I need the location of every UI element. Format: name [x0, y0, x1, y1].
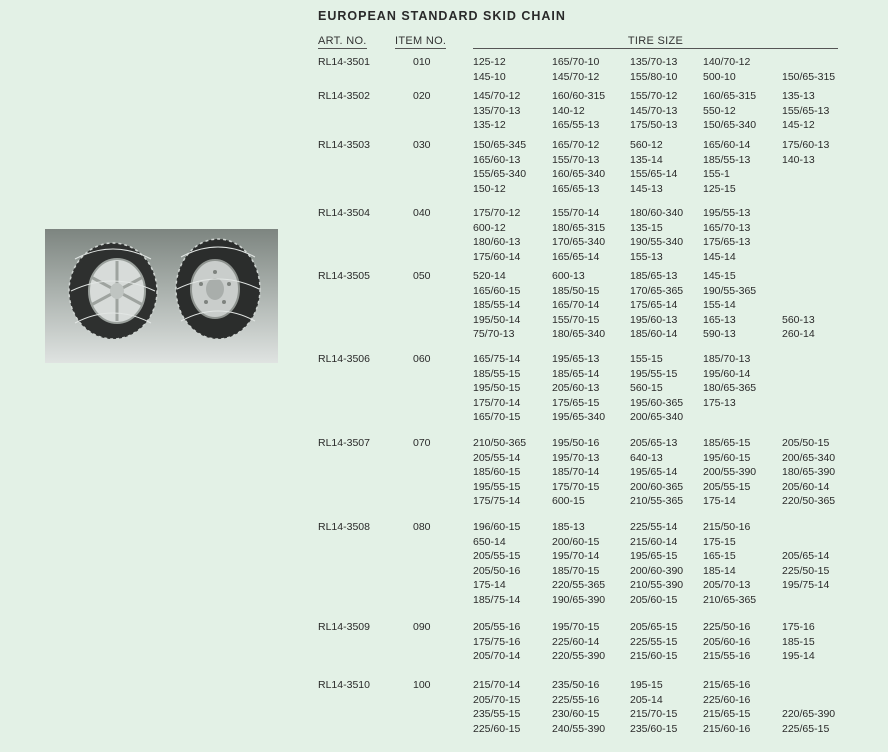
tire-size-cell: 185/50-15 — [552, 284, 600, 297]
tire-size-cell: 200/65-340 — [630, 411, 684, 423]
tire-size-cell: 205/60-13 — [552, 382, 600, 394]
page-title: EUROPEAN STANDARD SKID CHAIN — [318, 9, 566, 23]
tire-size-cell: 205/65-13 — [630, 437, 678, 449]
art-no-cell: RL14-3504 — [318, 207, 370, 219]
tire-size-cell: 145-13 — [630, 182, 663, 195]
tire-size-cell: 175/70-12 — [473, 207, 521, 219]
tire-size-cell: 195/65-13 — [552, 353, 600, 365]
tire-size-cell: 165/70-15 — [473, 411, 521, 423]
tire-size-cell: 155/65-340 — [473, 168, 527, 180]
tire-size-cell: 195/75-14 — [782, 579, 830, 591]
tire-chain-illustration — [45, 229, 278, 363]
item-no-cell: 040 — [413, 207, 431, 219]
tire-size-cell: 190/55-365 — [703, 284, 757, 297]
tire-size-cell: 185/65-15 — [703, 437, 751, 449]
tire-size-cell: 155/80-10 — [630, 70, 678, 83]
tire-size-cell: 175/65-14 — [630, 299, 678, 311]
item-no-cell: 050 — [413, 270, 431, 282]
tire-size-cell: 195/70-13 — [552, 451, 600, 464]
tire-size-cell: 145-15 — [703, 270, 736, 282]
tire-size-cell: 195/55-15 — [473, 480, 521, 493]
tire-size-cell: 210/55-365 — [630, 495, 684, 507]
tire-size-cell: 520-14 — [473, 270, 506, 282]
tire-size-cell: 195/50-16 — [552, 437, 600, 449]
header-art-no: ART. NO. — [318, 35, 367, 47]
tire-size-cell: 175/70-14 — [473, 396, 521, 409]
tire-size-cell: 150/65-315 — [782, 70, 836, 83]
tire-size-cell: 180/65-340 — [552, 328, 606, 340]
tire-size-cell: 205/50-16 — [473, 564, 521, 577]
art-no-cell: RL14-3503 — [318, 139, 370, 151]
tire-size-cell: 215/55-16 — [703, 650, 751, 662]
art-no-cell: RL14-3505 — [318, 270, 370, 282]
tire-size-cell: 175/75-16 — [473, 635, 521, 648]
item-no-cell: 030 — [413, 139, 431, 151]
tire-size-cell: 165-13 — [703, 313, 736, 326]
tire-size-cell: 215/50-16 — [703, 521, 751, 533]
tire-size-cell: 200/60-365 — [630, 480, 684, 493]
tire-size-cell: 190/55-340 — [630, 236, 684, 248]
tire-size-cell: 165/70-14 — [552, 299, 600, 311]
tire-size-cell: 175/50-13 — [630, 119, 678, 131]
tire-size-cell: 225/65-15 — [782, 722, 830, 735]
tire-size-cell: 175-16 — [782, 621, 815, 633]
tire-size-cell: 195/65-15 — [630, 550, 678, 562]
tire-size-cell: 170/65-365 — [630, 284, 684, 297]
art-no-cell: RL14-3507 — [318, 437, 370, 449]
tire-size-cell: 560-12 — [630, 139, 663, 151]
tire-size-cell: 180/65-390 — [782, 466, 836, 478]
tire-size-cell: 205/70-14 — [473, 650, 521, 662]
product-photo-tire-chains — [45, 229, 278, 363]
tire-size-cell: 135-13 — [782, 90, 815, 102]
tire-size-cell: 205/60-14 — [782, 480, 830, 493]
tire-size-cell: 165/65-14 — [552, 250, 600, 263]
tire-size-cell: 235/55-15 — [473, 708, 521, 720]
tire-size-cell: 145-10 — [473, 70, 506, 83]
tire-size-cell: 175-14 — [473, 579, 506, 591]
tire-size-cell: 600-13 — [552, 270, 585, 282]
tire-size-cell: 600-12 — [473, 221, 506, 234]
tire-size-cell: 225/55-16 — [552, 693, 600, 706]
tire-size-cell: 180/60-340 — [630, 207, 684, 219]
tire-size-cell: 195/50-14 — [473, 313, 521, 326]
tire-size-cell: 145/70-13 — [630, 104, 678, 117]
tire-size-cell: 135-15 — [630, 221, 663, 234]
tire-size-cell: 185/60-14 — [630, 328, 678, 340]
tire-size-cell: 500-10 — [703, 70, 736, 83]
tire-size-cell: 200/55-390 — [703, 466, 757, 478]
item-no-cell: 010 — [413, 56, 431, 68]
item-no-cell: 090 — [413, 621, 431, 633]
tire-size-cell: 195/60-13 — [630, 313, 678, 326]
tire-size-cell: 200/60-390 — [630, 564, 684, 577]
tire-size-cell: 165/70-13 — [703, 221, 751, 234]
tire-size-cell: 185/70-15 — [552, 564, 600, 577]
tire-size-cell: 560-13 — [782, 313, 815, 326]
tire-size-cell: 225/50-16 — [703, 621, 751, 633]
tire-size-cell: 200/60-15 — [552, 535, 600, 548]
tire-size-cell: 175/70-15 — [552, 480, 600, 493]
tire-size-cell: 140-13 — [782, 153, 815, 166]
tire-size-cell: 205/65-14 — [782, 550, 830, 562]
tire-size-cell: 155/70-15 — [552, 313, 600, 326]
tire-size-cell: 195/65-340 — [552, 411, 606, 423]
tire-size-cell: 550-12 — [703, 104, 736, 117]
tire-size-cell: 196/60-15 — [473, 521, 521, 533]
tire-size-cell: 225/55-14 — [630, 521, 678, 533]
tire-size-cell: 160/65-315 — [703, 90, 757, 102]
tire-size-cell: 75/70-13 — [473, 328, 515, 340]
tire-size-cell: 125-12 — [473, 56, 506, 68]
tire-size-cell: 205/60-15 — [630, 593, 678, 606]
art-no-cell: RL14-3501 — [318, 56, 370, 68]
tire-size-cell: 215/60-14 — [630, 535, 678, 548]
tire-size-cell: 225/60-15 — [473, 722, 521, 735]
item-no-cell: 060 — [413, 353, 431, 365]
tire-size-cell: 165/70-10 — [552, 56, 600, 68]
art-no-cell: RL14-3510 — [318, 679, 370, 691]
tire-size-cell: 260-14 — [782, 328, 815, 340]
tire-size-cell: 205/55-14 — [473, 451, 521, 464]
item-no-cell: 070 — [413, 437, 431, 449]
tire-size-cell: 230/60-15 — [552, 708, 600, 720]
tire-size-cell: 240/55-390 — [552, 722, 606, 735]
tire-size-cell: 195/60-365 — [630, 396, 684, 409]
tire-size-cell: 195/55-13 — [703, 207, 751, 219]
tire-size-cell: 195/50-15 — [473, 382, 521, 394]
tire-size-cell: 165/60-15 — [473, 284, 521, 297]
tire-size-cell: 590-13 — [703, 328, 736, 340]
header-tire-size: TIRE SIZE — [627, 35, 684, 47]
tire-size-cell: 220/55-365 — [552, 579, 606, 591]
tire-size-cell: 165/65-13 — [552, 182, 600, 195]
tire-size-cell: 155/65-14 — [630, 168, 678, 180]
tire-size-cell: 560-15 — [630, 382, 663, 394]
tire-size-cell: 135-12 — [473, 119, 506, 131]
tire-size-cell: 200/65-340 — [782, 451, 836, 464]
tire-size-cell: 215/70-15 — [630, 708, 678, 720]
tire-size-cell: 225/60-16 — [703, 693, 751, 706]
tire-size-cell: 185/55-13 — [703, 153, 751, 166]
tire-size-cell: 185/65-14 — [552, 367, 600, 380]
tire-size-cell: 210/65-365 — [703, 593, 757, 606]
tire-size-cell: 180/65-365 — [703, 382, 757, 394]
tire-size-cell: 215/70-14 — [473, 679, 521, 691]
tire-size-cell: 205/70-15 — [473, 693, 521, 706]
tire-size-cell: 165/55-13 — [552, 119, 600, 131]
tire-size-cell: 140/70-12 — [703, 56, 751, 68]
tire-size-cell: 175-14 — [703, 495, 736, 507]
tire-size-cell: 145-12 — [782, 119, 815, 131]
tire-size-cell: 195/70-15 — [552, 621, 600, 633]
tire-size-cell: 155/70-13 — [552, 153, 600, 166]
tire-size-cell: 185-15 — [782, 635, 815, 648]
tire-size-cell: 135/70-13 — [630, 56, 678, 68]
tire-size-cell: 180/65-315 — [552, 221, 606, 234]
tire-size-cell: 185/55-14 — [473, 299, 521, 311]
tire-size-cell: 195/55-15 — [630, 367, 678, 380]
tire-size-cell: 205/55-16 — [473, 621, 521, 633]
tire-size-cell: 125-15 — [703, 182, 736, 195]
tire-size-cell: 640-13 — [630, 451, 663, 464]
tire-size-cell: 185/70-14 — [552, 466, 600, 478]
tire-size-cell: 155/70-12 — [630, 90, 678, 102]
tire-size-cell: 210/55-390 — [630, 579, 684, 591]
tire-size-cell: 195/60-14 — [703, 367, 751, 380]
tire-size-cell: 210/50-365 — [473, 437, 527, 449]
tire-size-cell: 155/70-14 — [552, 207, 600, 219]
tire-size-cell: 165/60-14 — [703, 139, 751, 151]
tire-size-cell: 145-14 — [703, 250, 736, 263]
tire-size-cell: 195-14 — [782, 650, 815, 662]
tire-size-cell: 215/60-15 — [630, 650, 678, 662]
tire-size-cell: 225/55-15 — [630, 635, 678, 648]
tire-size-cell: 235/60-15 — [630, 722, 678, 735]
tire-size-cell: 185/75-14 — [473, 593, 521, 606]
tire-size-cell: 650-14 — [473, 535, 506, 548]
tire-size-cell: 170/65-340 — [552, 236, 606, 248]
tire-size-cell: 135-14 — [630, 153, 663, 166]
tire-size-cell: 600-15 — [552, 495, 585, 507]
tire-size-cell: 150/65-340 — [703, 119, 757, 131]
tire-size-cell: 195-15 — [630, 679, 663, 691]
tire-size-cell: 215/65-15 — [703, 708, 751, 720]
item-no-cell: 020 — [413, 90, 431, 102]
tire-size-cell: 205/50-15 — [782, 437, 830, 449]
tire-size-cell: 175/65-15 — [552, 396, 600, 409]
tire-size-cell: 165/70-12 — [552, 139, 600, 151]
tire-size-cell: 195/60-15 — [703, 451, 751, 464]
tire-size-cell: 205/70-13 — [703, 579, 751, 591]
tire-size-cell: 185-14 — [703, 564, 736, 577]
header-rule — [473, 48, 838, 49]
tire-size-cell: 205-14 — [630, 693, 663, 706]
tire-size-cell: 155-14 — [703, 299, 736, 311]
tire-size-cell: 175-13 — [703, 396, 736, 409]
tire-size-cell: 205/55-15 — [473, 550, 521, 562]
art-no-cell: RL14-3509 — [318, 621, 370, 633]
tire-size-cell: 135/70-13 — [473, 104, 521, 117]
tire-size-cell: 185/65-13 — [630, 270, 678, 282]
item-no-cell: 100 — [413, 679, 431, 691]
tire-size-cell: 180/60-13 — [473, 236, 521, 248]
tire-size-cell: 185/60-15 — [473, 466, 521, 478]
tire-size-cell: 160/65-340 — [552, 168, 606, 180]
tire-size-cell: 155-15 — [630, 353, 663, 365]
tire-size-cell: 175/75-14 — [473, 495, 521, 507]
tire-size-cell: 195/65-14 — [630, 466, 678, 478]
tire-size-cell: 165/75-14 — [473, 353, 521, 365]
header-item-no: ITEM NO. — [395, 35, 447, 47]
tire-size-cell: 155-1 — [703, 168, 730, 180]
tire-size-cell: 225/50-15 — [782, 564, 830, 577]
tire-size-cell: 185/70-13 — [703, 353, 751, 365]
tire-size-cell: 175/60-13 — [782, 139, 830, 151]
tire-size-cell: 220/65-390 — [782, 708, 836, 720]
tire-size-cell: 225/60-14 — [552, 635, 600, 648]
tire-size-cell: 205/55-15 — [703, 480, 751, 493]
tire-size-cell: 150-12 — [473, 182, 506, 195]
tire-size-cell: 165/60-13 — [473, 153, 521, 166]
tire-size-cell: 175/60-14 — [473, 250, 521, 263]
art-no-cell: RL14-3508 — [318, 521, 370, 533]
art-no-cell: RL14-3502 — [318, 90, 370, 102]
tire-size-cell: 235/50-16 — [552, 679, 600, 691]
tire-size-cell: 155-13 — [630, 250, 663, 263]
tire-size-cell: 215/60-16 — [703, 722, 751, 735]
tire-size-cell: 165-15 — [703, 550, 736, 562]
tire-size-cell: 145/70-12 — [552, 70, 600, 83]
tire-size-cell: 220/55-390 — [552, 650, 606, 662]
tire-size-cell: 195/70-14 — [552, 550, 600, 562]
tire-size-cell: 205/60-16 — [703, 635, 751, 648]
tire-size-cell: 215/65-16 — [703, 679, 751, 691]
tire-size-cell: 185-13 — [552, 521, 585, 533]
tire-size-cell: 185/55-15 — [473, 367, 521, 380]
tire-size-cell: 220/50-365 — [782, 495, 836, 507]
tire-size-cell: 175-15 — [703, 535, 736, 548]
item-no-cell: 080 — [413, 521, 431, 533]
art-no-cell: RL14-3506 — [318, 353, 370, 365]
tire-size-cell: 190/65-390 — [552, 593, 606, 606]
tire-size-cell: 140-12 — [552, 104, 585, 117]
tire-size-cell: 160/60-315 — [552, 90, 606, 102]
tire-size-cell: 155/65-13 — [782, 104, 830, 117]
tire-size-cell: 145/70-12 — [473, 90, 521, 102]
tire-size-cell: 175/65-13 — [703, 236, 751, 248]
tire-size-cell: 150/65-345 — [473, 139, 527, 151]
tire-size-cell: 205/65-15 — [630, 621, 678, 633]
